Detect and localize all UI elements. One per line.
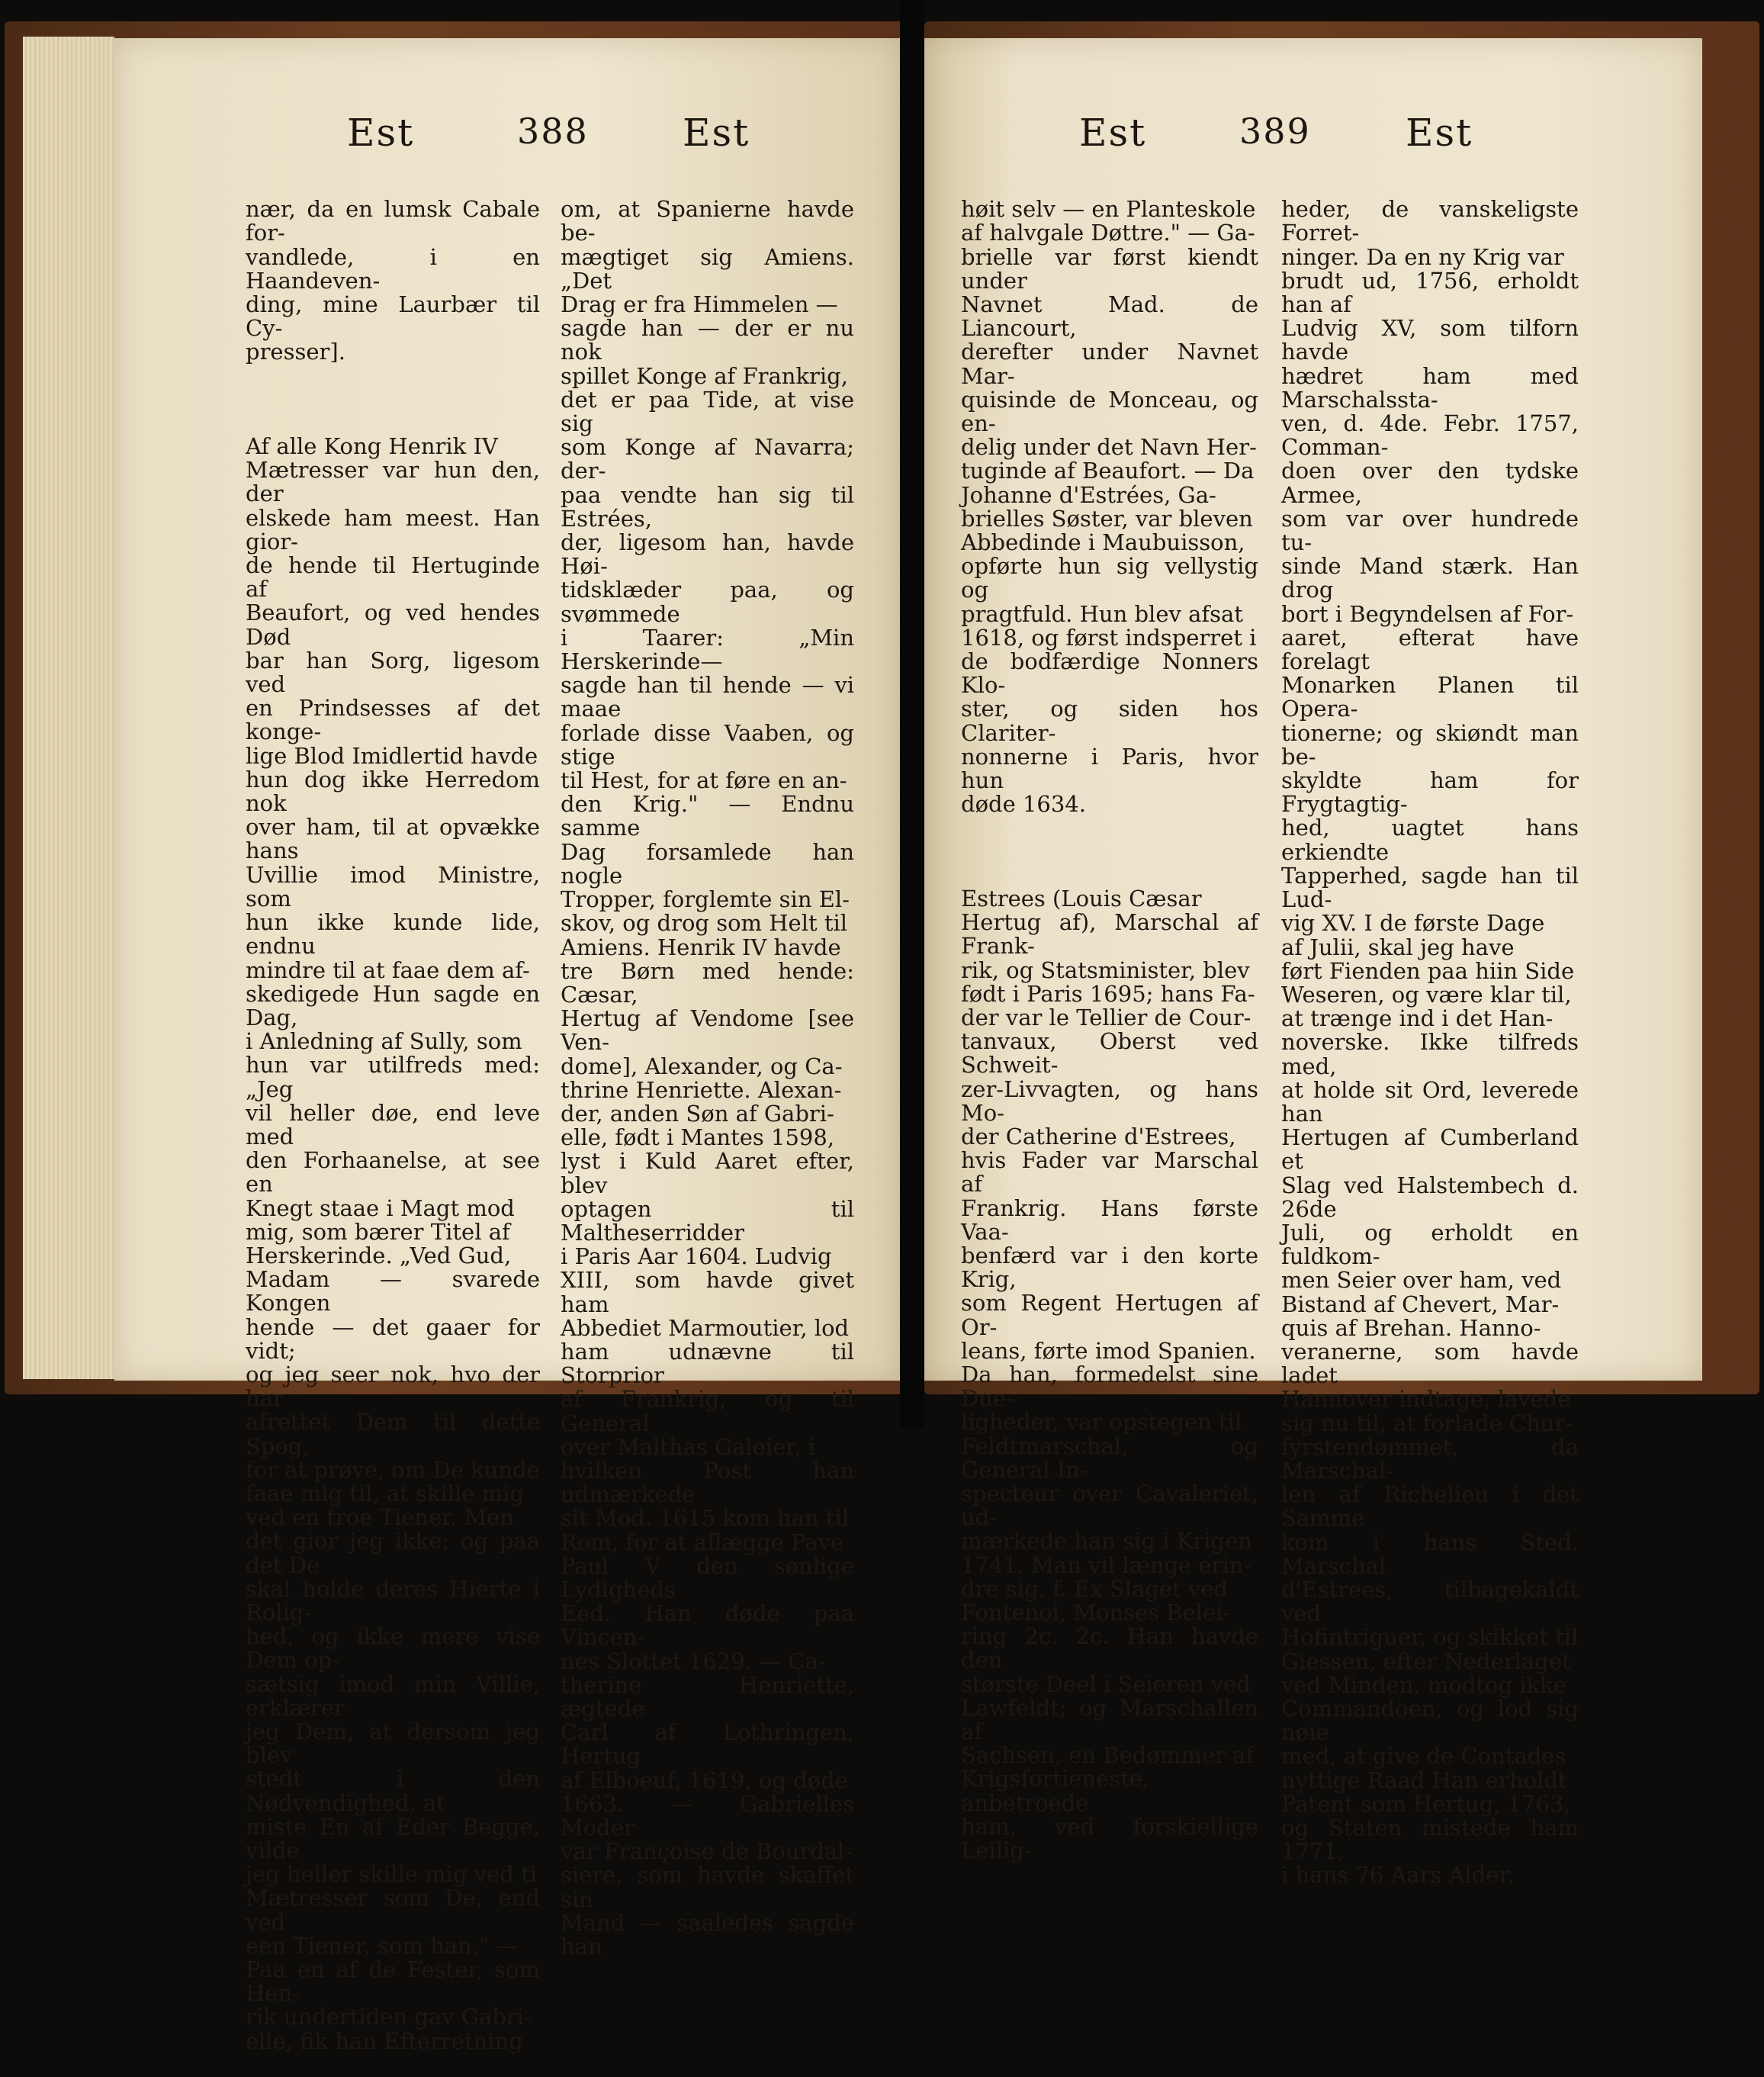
left-page-number: 388 <box>517 111 589 152</box>
book-gutter <box>900 0 924 1429</box>
paragraph: om, at Spanierne havde be- mægtiget sig Amiens. „Det Drag er fra Himmelen — sagde han — der er nu nok spillet Konge af Frankrig, det er paa Tide, at vise sig som Konge af Navarra; der- paa vendte han sig til Estrées, der, ligesom han, havde Høi- tidsklæder paa, og svømmede i Taarer: „Min Herskerinde— sagde han til hende — vi maae forlade disse Vaaben, og stige til Hest, for at føre en an- den Krig." — Endnu samme Dag forsamlede han nogle Tropper, forglemte sin El- skov, og drog som Helt til Amiens. Henrik IV havde tre Børn med hende: Cæsar, Hertug af Vendome [see Ven- dome], Alexander, og Ca- thrine Henriette. Alexan- der, anden Søn af Gabri- elle, født i Mantes 1598, lyst i Kuld Aaret efter, blev optagen til Maltheserridder i Paris Aar 1604. Ludvig XIII, som havde givet ham Abbediet Marmoutier, lod ham udnævne til Storprior af Frankrig, og til General over Malthas Galeier, i hvilken Post han udmærkede sit Mod. 1615 kom han til Rom, for at aflægge Pave Paul V den sønlige Lydigheds Eed. Han døde paa Vincen- nes Slottet 1629. — Ca- therine Henriette, ægtede Carl af Lothringen, Hertug af Elboeuf, 1619, og døde 1663. — Gabrielles Moder var Françoise de Bourdal- siere, som havde skaffet sin Mand — saaledes sagde han <box>561 196 854 1960</box>
paragraph: nær, da en lumsk Cabale for- vandlede, i en Haandeven- ding, mine Laurbær til Cy- presser]. <box>246 196 540 365</box>
right-page-column-1 <box>961 174 1258 1886</box>
paragraph: Af alle Kong Henrik IV Mætresser var hun den, der elskede ham meest. Han gior- de hende til Hertuginde af Beaufort, og ved hendes Død bar han Sorg, ligesom ved en Prindsesses af det konge- lige Blod Imidlertid havde hun dog ikke Herredom nok over ham, til at opvække hans Uvillie imod Ministre, som hun ikke kunde lide, endnu mindre til at faae dem af- skedigede Hun sagde en Dag, i Anledning af Sully, som hun var utilfreds med: „Jeg vil heller døe, end leve med den Forhaanelse, at see en Knegt staae i Magt mod mig, som bærer Titel af Herskerinde. „Ved Gud, Madam — svarede Kongen hende — det gaaer for vidt; og jeg seer nok, hvo der har afrettet Dem til dette Spog, for at prøve, om De kunde faae mig til, at skille mig ved en troe Tiener. Men det gior jeg ikke; og paa det De skal holde deres Hierte i Rolig- hed, og ikke mere vise Dem op- sætsig imod min Villie, erklærer jeg Dem, at dersom jeg blev stedt i den Nødvendighed, at miste En af Eder Begge, vilde jeg heller skille mig ved ti Mætresser som De, end ved een Tiener, som han." — Paa en af de Fester, som Hen- rik undertiden gav Gabri- elle, fik han Efterretning <box>246 433 540 2054</box>
page-edges <box>23 37 114 1379</box>
paragraph: Estrees (Louis Cæsar Hertug af), Marschal af Frank- rik, og Statsminister, blev født i Paris 1695; hans Fa- der var le Tellier de Cour- tanvaux, Oberst ved Schweit- zer-Livvagten, og hans Mo- der Catherine d'Estrees, hvis Fader var Marschal af Frankrig. Hans første Vaa- benfærd var i den korte Krig, som Regent Hertugen af Or- leans, førte imod Spanien. Da han, formedelst sine Due- ligheder, var opstegen til Feldtmarschal, og General In- specteur over Cavaleriet, ud- mærkede han sig i Krigen 1741. Man vil længe erin- dre sig, f. Ex Slaget ved Fontenoi, Monses Belei- ring 2c. 2c. Han havde den største Deel i Seieren ved Lawfeldt; og Marschallen af Sachsen, en Bedømmer af Krigsfortieneste, anbetroede ham, ved forskiellige Leilig- <box>961 885 1258 1864</box>
left-header-keyword-right: Est <box>683 111 750 155</box>
left-page-column-2 <box>561 174 854 1982</box>
paragraph: høit selv — en Planteskole af halvgale Døttre." — Ga- brielle var først kiendt under Navnet Mad. de Liancourt, derefter under Navnet Mar- quisinde de Monceau, og en- delig under det Navn Her- tuginde af Beaufort. — Da Johanne d'Estrées, Ga- brielles Søster, var bleven Abbedinde i Maubuisson, opførte hun sig vellystig og pragtfuld. Hun blev afsat 1618, og først indsperret i de bodfærdige Nonners Klo- ster, og siden hos Clariter- nonnerne i Paris, hvor hun døde 1634. <box>961 196 1258 818</box>
left-page-column-1 <box>246 174 540 2077</box>
right-page-column-2 <box>1281 174 1579 1911</box>
right-header-keyword-left: Est <box>1079 111 1147 155</box>
paragraph: heder, de vanskeligste Forret- ninger. Da en ny Krig var brudt ud, 1756, erholdt han af Ludvig XV, som tilforn havde hædret ham med Marschalssta- ven, d. 4de. Febr. 1757, Comman- doen over den tydske Armee, som var over hundrede tu- sinde Mand stærk. Han drog bort i Begyndelsen af For- aaret, efterat have forelagt Monarken Planen til Opera- tionerne; og skiøndt man be- skyldte ham for Frygtagtig- hed, uagtet hans erkiendte Tapperhed, sagde han til Lud- vig XV. I de første Dage af Julii, skal jeg have ført Fienden paa hiin Side Weseren, og være klar til, at trænge ind i det Han- noverske. Ikke tilfreds med, at holde sit Ord, leverede han Hertugen af Cumberland et Slag ved Halstembech d. 26de Juli, og erholdt en fuldkom- men Seier over ham, ved Bistand af Chevert, Mar- quis af Brehan. Hanno- veranerne, som havde ladet Hannover indtage, lavede sig nu til, at forlade Chur- fyrstendømmet, da Marschal- len af Richelieu i det Samme kom i hans Sted. Marschal d'Estrees, tilbagekaldt ved Hofintriguer, og skikket til Giessen, efter Nederlaget ved Minden, modtog ikke Commandoen, og lod sig nøie med, at give de Contades nyttige Raad Han erholdt Patent som Hertug, 1763, og Staten mistede ham 1771, i hans 76 Aars Alder. <box>1281 196 1579 1889</box>
right-header-keyword-right: Est <box>1406 111 1473 155</box>
right-page-number: 389 <box>1239 111 1311 152</box>
left-header-keyword-left: Est <box>347 111 415 155</box>
